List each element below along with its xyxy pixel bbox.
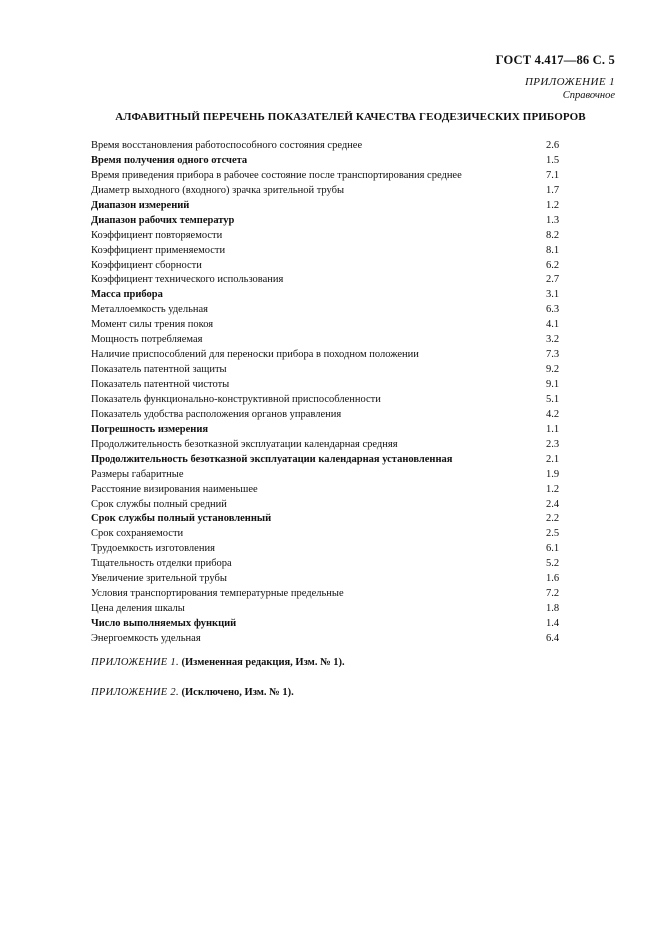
list-item (91, 154, 570, 169)
section-number: 2.7 (546, 274, 560, 286)
indicator-name: Диаметр выходного (входного) зрачка зрительной трубы (91, 184, 345, 196)
section-number: 2.1 (546, 453, 560, 465)
section-number: 9.2 (546, 364, 560, 376)
indicator-name: Диапазон рабочих температур (91, 214, 235, 226)
indicator-name: Трудоемкость изготовления (91, 543, 215, 555)
section-number: 1.9 (546, 468, 560, 480)
indicator-name: Коэффициент технического использования (91, 274, 284, 286)
indicator-name: Продолжительность безотказной эксплуатации календарная установленная (91, 453, 453, 465)
section-number: 1.7 (546, 184, 560, 196)
appendix-title: ПРИЛОЖЕНИЕ 1 (524, 76, 615, 88)
indicator-name: Погрешность измерения (91, 423, 209, 435)
list-item (91, 527, 570, 542)
section-number: 8.2 (546, 229, 560, 241)
section-number: 7.2 (546, 588, 560, 600)
document-code: ГОСТ 4.417—86 С. 5 (495, 53, 615, 67)
section-number: 1.1 (546, 423, 560, 435)
page-title: АЛФАВИТНЫЙ ПЕРЕЧЕНЬ ПОКАЗАТЕЛЕЙ КАЧЕСТВА ГЕОДЕЗИЧЕСКИХ ПРИБОРОВ (115, 111, 586, 123)
list-item (91, 199, 570, 214)
list-item (91, 587, 570, 602)
list-item (91, 453, 570, 468)
indicator-name: Продолжительность безотказной эксплуатации календарная средняя (91, 438, 398, 450)
list-item (91, 423, 570, 438)
indicator-name: Энергоемкость удельная (91, 632, 201, 644)
indicator-name: Коэффициент сборности (91, 259, 202, 271)
indicator-name: Расстояние визирования наименьшее (91, 483, 258, 495)
section-number: 1.2 (546, 483, 560, 495)
list-item (91, 244, 570, 259)
appendix-subtitle: Справочное (562, 90, 615, 101)
indicator-name: Момент силы трения покоя (91, 319, 214, 331)
indicator-name: Увеличение зрительной трубы (91, 573, 227, 585)
appendix-notes (91, 656, 345, 716)
indicator-name: Цена деления шкалы (91, 603, 185, 615)
indicator-name: Коэффициент применяемости (91, 244, 226, 256)
note-line (91, 656, 345, 670)
list-item (91, 393, 570, 408)
list-item (91, 632, 570, 647)
section-number: 2.5 (546, 528, 560, 540)
list-item (91, 378, 570, 393)
list-item (91, 572, 570, 587)
list-item (91, 139, 570, 154)
indicator-list (91, 139, 570, 647)
list-item (91, 542, 570, 557)
list-item (91, 333, 570, 348)
indicator-name: Коэффициент повторяемости (91, 229, 223, 241)
section-number: 1.8 (546, 603, 560, 615)
section-number: 3.2 (546, 334, 560, 346)
indicator-name: Металлоемкость удельная (91, 304, 208, 316)
indicator-name: Срок службы полный средний (91, 498, 227, 510)
section-number: 2.3 (546, 438, 560, 450)
section-number: 6.2 (546, 259, 560, 271)
appendix-heading (525, 76, 615, 102)
list-item (91, 229, 570, 244)
list-item (91, 318, 570, 333)
note-text: (Исключено, Изм. № 1). (181, 687, 294, 698)
note-label: ПРИЛОЖЕНИЕ 1. (91, 657, 179, 668)
section-number: 1.2 (546, 199, 560, 211)
list-item (91, 363, 570, 378)
indicator-name: Размеры габаритные (91, 468, 184, 480)
section-number: 3.1 (546, 289, 560, 301)
indicator-name: Мощность потребляемая (91, 334, 203, 346)
section-number: 2.6 (546, 140, 560, 151)
list-item (91, 303, 570, 318)
indicator-name: Условия транспортирования температурные предельные (91, 588, 344, 600)
section-number: 6.3 (546, 304, 560, 316)
section-number: 7.3 (546, 349, 560, 361)
note-label: ПРИЛОЖЕНИЕ 2. (91, 687, 179, 698)
list-item (91, 169, 570, 184)
indicator-name: Число выполняемых функций (91, 618, 237, 629)
note-line (91, 686, 345, 700)
section-number: 1.5 (546, 154, 560, 166)
section-number: 2.2 (546, 513, 560, 525)
indicator-name: Тщательность отделки прибора (91, 558, 232, 570)
list-item (91, 483, 570, 498)
list-item (91, 438, 570, 453)
indicator-name: Показатель удобства расположения органов управления (91, 408, 342, 420)
indicator-name: Показатель функционально-конструктивной приспособленности (91, 393, 381, 405)
section-number: 1.3 (546, 214, 560, 226)
list-item (91, 468, 570, 483)
indicator-name: Время получения одного отсчета (91, 154, 248, 166)
list-item (91, 348, 570, 363)
section-number: 5.2 (546, 558, 560, 570)
indicator-name: Наличие приспособлений для переноски прибора в походном положении (91, 349, 419, 361)
indicator-name: Срок сохраняемости (91, 528, 184, 540)
list-item (91, 617, 570, 632)
list-item (91, 259, 570, 274)
list-item (91, 498, 570, 513)
indicator-name: Показатель патентной защиты (91, 364, 227, 376)
section-number: 6.4 (546, 632, 560, 644)
section-number: 1.6 (546, 573, 560, 585)
list-item (91, 557, 570, 572)
section-number: 7.1 (546, 169, 560, 181)
indicator-name: Время приведения прибора в рабочее состояние после транспортирования среднее (91, 169, 462, 181)
section-number: 6.1 (546, 543, 560, 555)
indicator-name: Показатель патентной чистоты (91, 379, 230, 390)
indicator-name: Время восстановления работоспособного состояния среднее (91, 140, 363, 151)
section-number: 5.1 (546, 393, 560, 405)
indicator-name: Диапазон измерений (91, 199, 190, 211)
indicator-name: Срок службы полный установленный (91, 513, 272, 525)
list-item (91, 408, 570, 423)
section-number: 4.1 (546, 319, 560, 331)
list-item (91, 214, 570, 229)
section-number: 4.2 (546, 408, 560, 420)
section-number: 8.1 (546, 244, 560, 256)
section-number: 2.4 (546, 498, 560, 510)
list-item (91, 512, 570, 527)
list-item (91, 184, 570, 199)
indicator-name: Масса прибора (91, 289, 163, 301)
section-number: 1.4 (546, 618, 560, 629)
list-item (91, 288, 570, 303)
list-item (91, 602, 570, 617)
list-item (91, 273, 570, 288)
note-text: (Измененная редакция, Изм. № 1). (181, 657, 345, 668)
section-number: 9.1 (546, 379, 560, 390)
